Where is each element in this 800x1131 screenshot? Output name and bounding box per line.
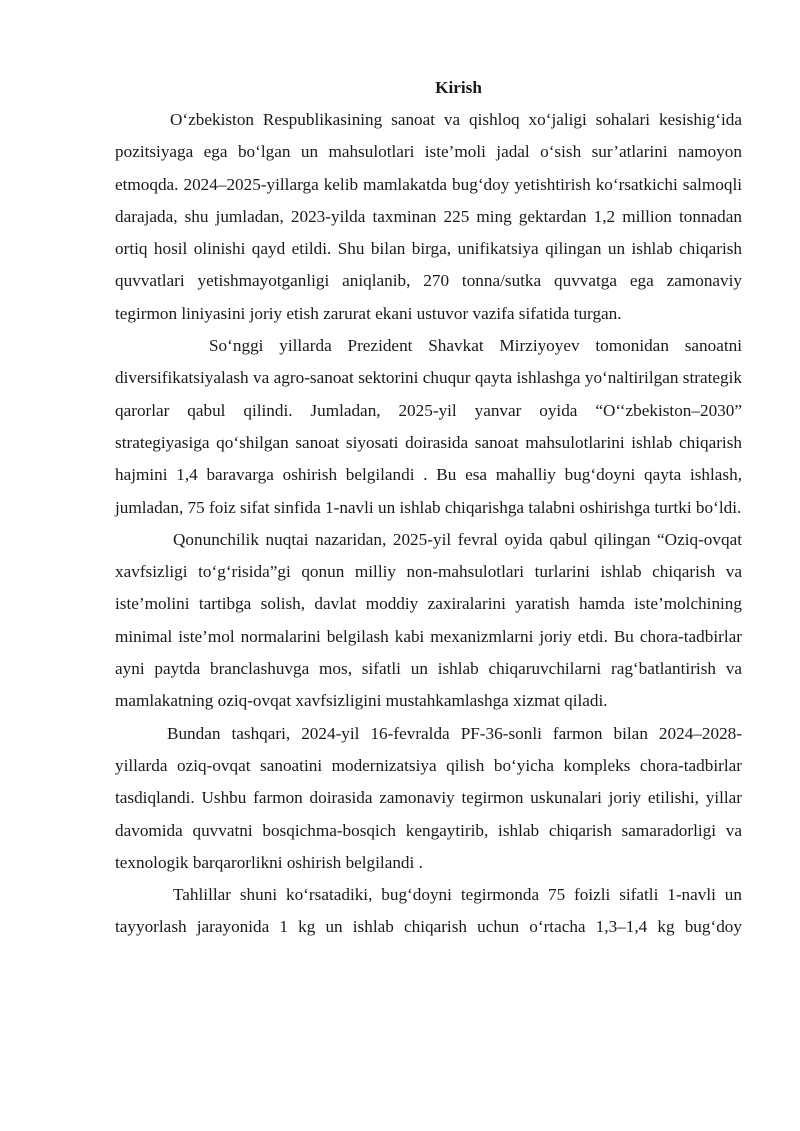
paragraph-introduction: O‘zbekiston Respublikasining sanoat va qishloq xo‘jaligi sohalari kesishig‘ida pozitsiyaga ega bo‘lgan un mahsulotlari iste’moli jadal o‘sish sur’atlarini namoyon etmoqda. 2024–2025-yillarga kelib mamlakatda bug‘doy yetishtirish ko‘rsatkichi salmoqli darajada, shu jumladan, 2023-yilda taxminan 225 ming gektardan 1,2 million tonnadan ortiq hosil olinishi qayd etildi. Shu bilan birga, unifikatsiya qilingan un ishlab chiqarish quvvatlari yetishmayotganligi aniqlanib, 270 tonna/sutka quvvatga ega zamonaviy tegirmon liniyasini joriy etish zarurat ekani ustuvor vazifa sifatida turgan. bbox=[115, 110, 742, 323]
document-title: Kirish bbox=[435, 78, 482, 97]
paragraph-strategy: So‘nggi yillarda Prezident Shavkat Mirziyoyev tomonidan sanoatni diversifikatsiyalash va agro-sanoat sektorini chuqur qayta ishlashga yo‘naltirilgan strategik qarorlar qabul qilindi. Jumladan, 2025-yil yanvar oyida “O‘‘zbekiston–2030” strategiyasiga qo‘shilgan sanoat siyosati doirasida sanoat mahsulotlarini ishlab chiqarish hajmini 1,4 baravarga oshirish belgilandi . Bu esa mahalliy bug‘doyni qayta ishlash, jumladan, 75 foiz sifat sinfida 1-navli un ishlab chiqarishga talabni oshirishga turtki bo‘ldi. bbox=[115, 336, 742, 517]
paragraph-decree: Bundan tashqari, 2024-yil 16-fevralda PF-36-sonli farmon bilan 2024–2028-yillarda oziq-ovqat sanoatini modernizatsiya qilish bo‘yicha kompleks chora-tadbirlar tasdiqlandi. Ushbu farmon doirasida zamonaviy tegirmon uskunalari joriy etilishi, yillar davomida quvvatni bosqichma-bosqich kengaytirib, ishlab chiqarish samaradorligi va texnologik barqarorlikni oshirish belgilandi . bbox=[115, 723, 742, 872]
paragraph-legislation: Qonunchilik nuqtai nazaridan, 2025-yil fevral oyida qabul qilingan “Oziq-ovqat xavfsizligi to‘g‘risida”gi qonun milliy non-mahsulotlari turlarini ishlab chiqarish va iste’molini tartibga solish, davlat moddiy zaxiralarini yaratish hamda iste’molchining minimal iste’mol normalarini belgilash kabi mexanizmlarni joriy etdi. Bu chora-tadbirlar ayni paytda branclashuvga mos, sifatli un ishlab chiqaruvchilarni rag‘batlantirish va mamlakatning oziq-ovqat xavfsizligini mustahkamlashga xizmat qiladi. bbox=[115, 529, 742, 711]
document-body bbox=[115, 72, 742, 944]
paragraph-analysis: Tahlillar shuni ko‘rsatadiki, bug‘doyni tegirmonda 75 foizli sifatli 1-navli un tayyorlash jarayonida 1 kg un ishlab chiqarish uchun o‘rtacha 1,3–1,4 kg bug‘doy bbox=[115, 885, 742, 937]
